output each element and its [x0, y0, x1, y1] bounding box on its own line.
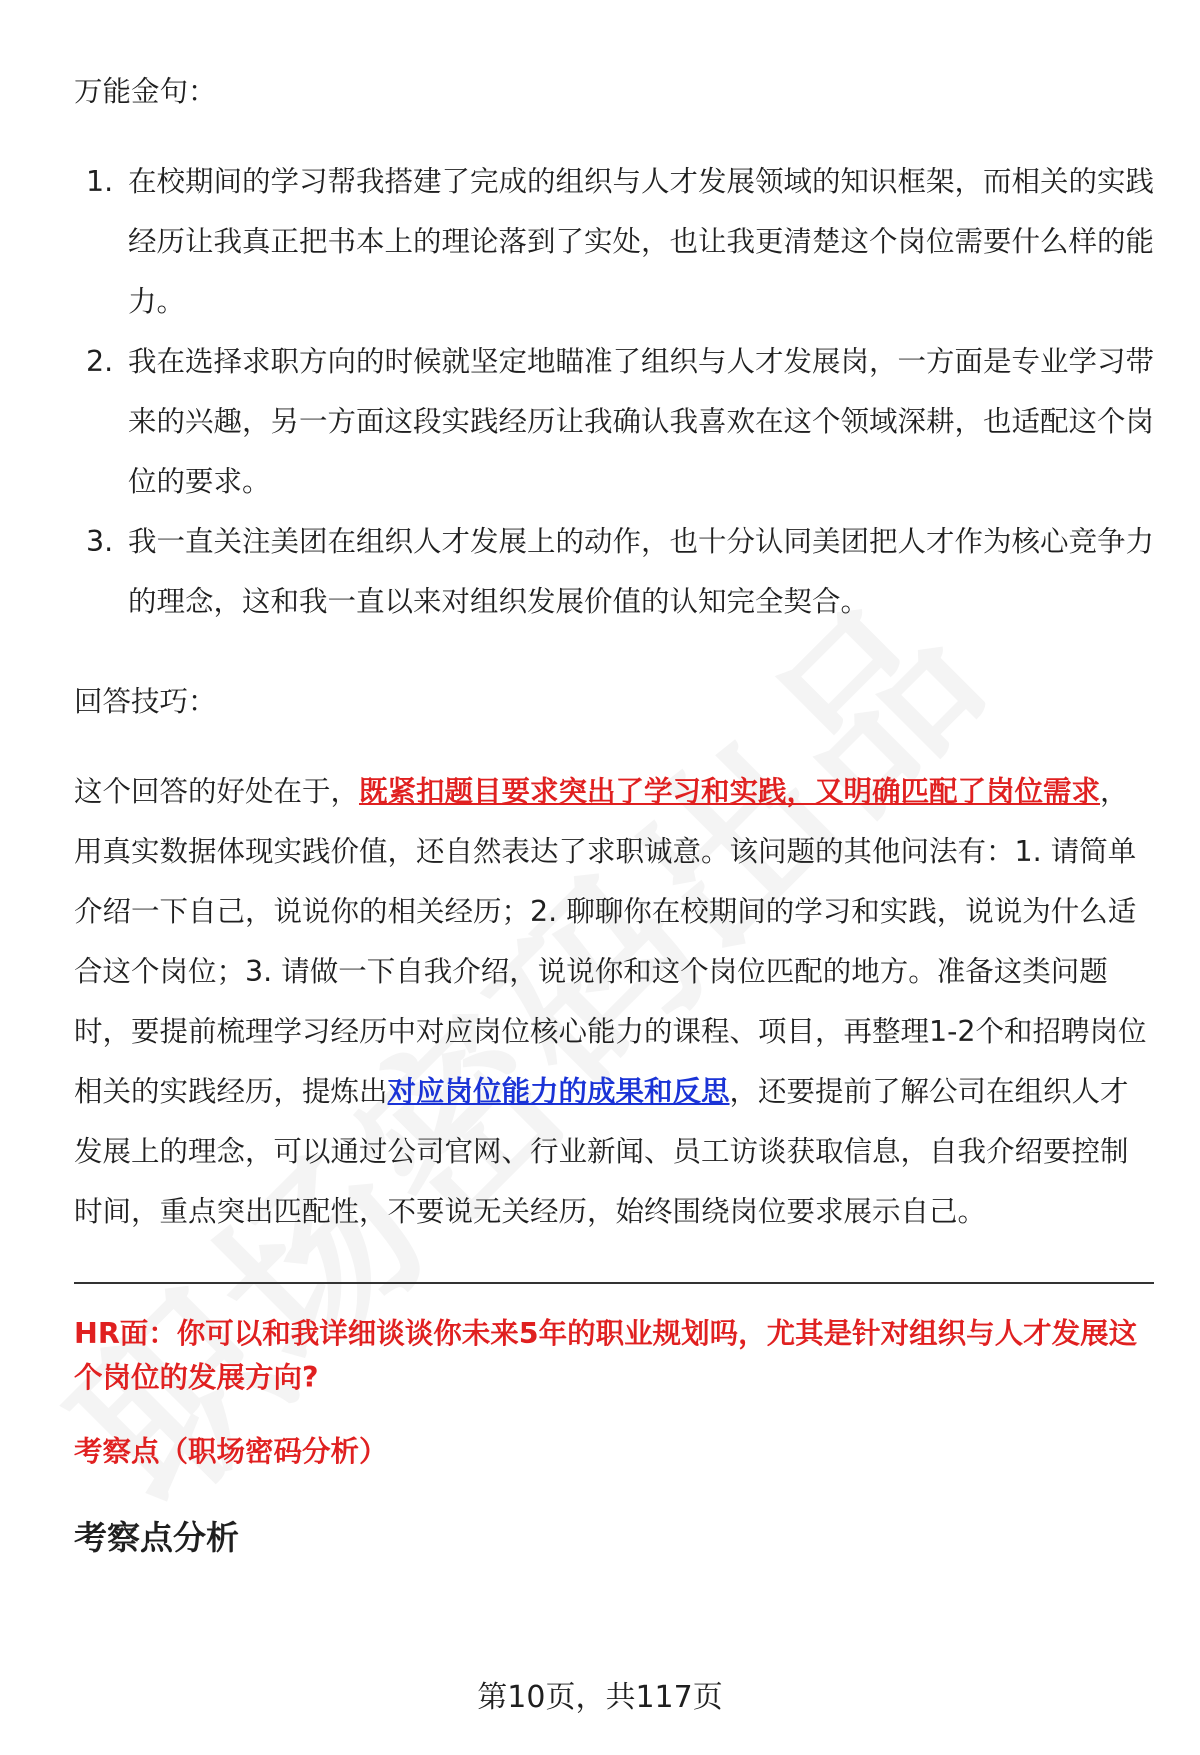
tips-text-3: ，还要提前了解公司在组织人才发展上的理念，可以通过公司官网、行业新闻、员工访谈获取信息，自我介绍要控制时间，重点突出匹配性，不要说无关经历，始终围绕岗位要求展示自己。	[74, 1075, 1129, 1228]
answer-tips-paragraph	[74, 762, 1154, 1242]
list-item-text: 我一直关注美团在组织人才发展上的动作，也十分认同美团把人才作为核心竞争力的理念，这和我一直以来对组织发展价值的认知完全契合。	[128, 525, 1155, 618]
list-item	[74, 332, 1154, 512]
list-item-text: 我在选择求职方向的时候就坚定地瞄准了组织与人才发展岗，一方面是专业学习带来的兴趣，另一方面这段实践经历让我确认我喜欢在这个领域深耕，也适配这个岗位的要求。	[128, 345, 1155, 498]
focus-analysis-heading: 考察点分析	[74, 1518, 239, 1557]
page-content	[74, 62, 1154, 1593]
golden-sentences-list	[74, 152, 1154, 632]
list-number: 2.	[86, 345, 114, 378]
section-divider	[74, 1282, 1154, 1284]
list-item-text: 在校期间的学习帮我搭建了完成的组织与人才发展领域的知识框架，而相关的实践经历让我真正把书本上的理论落到了实处，也让我更清楚这个岗位需要什么样的能力。	[128, 165, 1155, 318]
page-number-footer: 第10页，共117页	[477, 1680, 723, 1715]
list-number: 1.	[86, 165, 114, 198]
list-item	[74, 152, 1154, 332]
universal-sentences-label: 万能金句：	[74, 75, 217, 108]
hr-question: HR面：你可以和我详细谈谈你未来5年的职业规划吗，尤其是针对组织与人才发展这个岗位的发展方向?	[74, 1317, 1138, 1394]
tips-text-1: 这个回答的好处在于，	[74, 775, 360, 808]
list-item	[74, 512, 1154, 632]
tips-blue-highlight: 对应岗位能力的成果和反思	[387, 1075, 730, 1108]
list-number: 3.	[86, 525, 114, 558]
tips-red-highlight: 既紧扣题目要求突出了学习和实践，又明确匹配了岗位需求	[359, 775, 1101, 808]
answer-tips-label: 回答技巧：	[74, 685, 217, 718]
tips-text-2: ，用真实数据体现实践价值，还自然表达了求职诚意。该问题的其他问法有：1. 请简单介绍一下自己，说说你的相关经历；2. 聊聊你在校期间的学习和实践，说说为什么适合这个岗位；3. 请做一下自我介绍，说说你和这个岗位匹配的地方。准备这类问题时，要提前梳理学习经历中对应岗位核心能力的课程、项目，再整理1-2个和招聘岗位相关的实践经历，提炼出	[74, 775, 1147, 1108]
focus-points-label: 考察点（职场密码分析）	[74, 1435, 388, 1468]
